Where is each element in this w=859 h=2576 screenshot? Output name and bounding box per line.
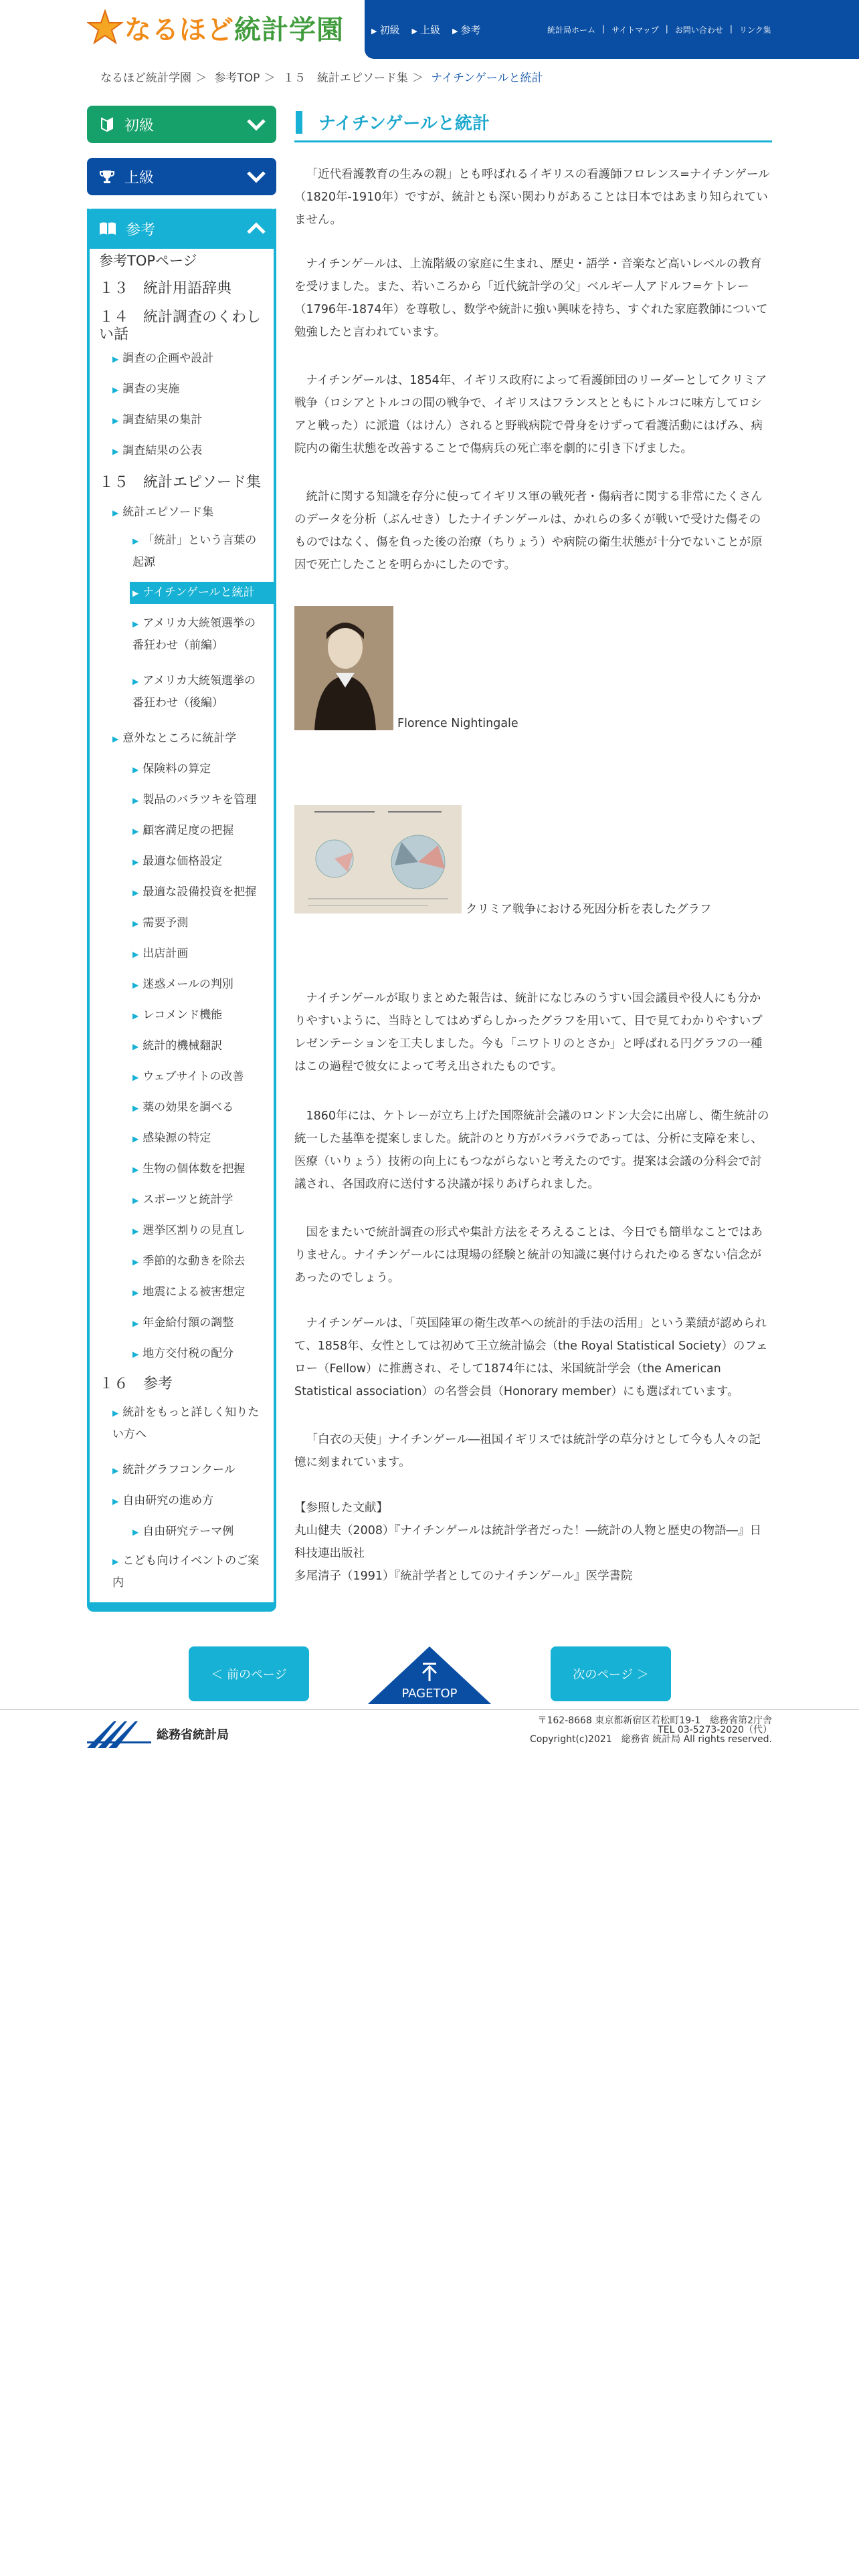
sidebar-item-demand[interactable]: ▶ 需要予測 <box>132 916 189 930</box>
paragraph-congress: 1860年には、ケトレーが立ち上げた国際統計会議のロンドン大会に出席し、衛生統計の統一した基準を提案しました。統計のとり方がバラバラであっては、分析に支障を来し、医療（いりょう）技術の向上にもつながらないと考えたのです。提案は会議の分科会で討議され、各国政府に送付する決議が採りあげられました。 <box>294 1109 769 1191</box>
sidebar-item-translation[interactable]: ▶ 統計的機械翻訳 <box>132 1039 223 1053</box>
nightingale-portrait <box>294 606 393 730</box>
sidebar-item-episode-list[interactable]: ▶ 統計エピソード集 <box>112 506 214 519</box>
chevron-down-icon <box>246 115 267 134</box>
chevron-down-icon <box>246 167 267 186</box>
util-sitemap-link[interactable]: サイトマップ <box>611 25 659 35</box>
book-icon <box>99 221 116 236</box>
paragraph-angel: 「白衣の天使」ナイチンゲール―祖国イギリスでは統計学の草分けとして今も人々の記憶に刻まれています。 <box>294 1433 761 1469</box>
sidebar-item-medicine[interactable]: ▶ 薬の効果を調べる <box>132 1101 234 1114</box>
paragraph-crimea: ナイチンゲールは、1854年、イギリス政府によって看護師団のリーダーとしてクリミア戦争（ロシアとトルコの間の戦争で、イギリスはフランスとともにトルコに味方してロシアと戦った）に派遣（はけん）されると野戦病院で骨身をけずって看護活動にはげみ、病院内の衛生状態を改善することで傷病兵の死亡率を劇的に引き下げました。 <box>294 374 767 455</box>
title-accent-bar <box>296 111 302 134</box>
trophy-icon <box>99 169 115 185</box>
sidebar-item-episodes[interactable]: １５ 統計エピソード集 <box>99 474 262 491</box>
sidebar-item-research-guide[interactable]: ▶ 自由研究の進め方 <box>112 1494 214 1507</box>
sidebar-item-unexpected[interactable]: ▶ 意外なところに統計学 <box>112 732 237 745</box>
paragraph-presentation: ナイチンゲールが取りまとめた報告は、統計になじみのうすい国会議員や役人にも分かりやすいように、当時としてはめずらしかったグラフを用いて、目で見てわかりやすいプレゼンテーションを工夫しました。今も「ニワトリのとさか」と呼ばれる円グラフの一種はこの過程で彼女によって考え出されたものです。 <box>294 992 763 1073</box>
util-contact-link[interactable]: お問い合わせ <box>674 25 723 35</box>
paragraph-analysis: 統計に関する知識を存分に使ってイギリス軍の戦死者・傷病者に関する非常にたくさんのデータを分析（ぶんせき）したナイチンゲールは、かれらの多くが戦いで受けた傷そのものではなく、傷を負った後の治療（ちりょう）や病院の衛生状態が十分でないことが原因で死亡したことを明らかにしたのです。 <box>294 490 763 572</box>
sidebar-item-population[interactable]: ▶ 生物の個体数を把握 <box>132 1162 246 1176</box>
sidebar-item-learn-more[interactable]: ▶ 統計をもっと詳しく知りたい方へ <box>112 1406 260 1441</box>
sidebar-item-recommend[interactable]: ▶ レコメンド機能 <box>132 1008 223 1022</box>
chevron-up-icon <box>246 219 267 238</box>
sidebar-item-website[interactable]: ▶ ウェブサイトの改善 <box>132 1070 244 1083</box>
nav-advanced[interactable]: ▶ 上級 <box>411 24 440 36</box>
svg-text:PAGETOP: PAGETOP <box>401 1687 458 1701</box>
sidebar-item-districts[interactable]: ▶ 選挙区割りの見直し <box>132 1224 246 1237</box>
breadcrumb: なるほど統計学園 ＞ 参考TOP ＞ １５ 統計エピソード集 ＞ ナイチンゲールと統計 <box>100 72 543 85</box>
sidebar-item-earthquake[interactable]: ▶ 地震による被害想定 <box>132 1285 246 1299</box>
sidebar-beginner-button[interactable]: 初級 <box>87 106 276 143</box>
sidebar-item-store-plan[interactable]: ▶ 出店計画 <box>132 947 189 960</box>
breadcrumb-episodes[interactable]: １５ 統計エピソード集 <box>282 72 408 85</box>
sidebar-item-pension[interactable]: ▶ 年金給付額の調整 <box>132 1316 234 1329</box>
sidebar-item-quality[interactable]: ▶ 製品のバラツキを管理 <box>132 793 257 807</box>
breadcrumb-home[interactable]: なるほど統計学園 <box>100 72 191 85</box>
sidebar-item-survey-publish[interactable]: ▶ 調査結果の公表 <box>112 444 203 457</box>
sidebar-item-election-1[interactable]: ▶ アメリカ大統領選挙の番狂わせ（前編） <box>132 617 256 652</box>
sidebar-item-graph-contest[interactable]: ▶ 統計グラフコンクール <box>112 1463 235 1477</box>
breadcrumb-current: ナイチンゲールと統計 <box>431 72 543 85</box>
nav-reference[interactable]: ▶ 参考 <box>452 24 481 36</box>
sidebar-item-seasonal[interactable]: ▶ 季節的な動きを除去 <box>132 1255 246 1268</box>
stat-bureau-logo-icon <box>87 1719 151 1749</box>
sidebar-item-word-origin[interactable]: ▶ 「統計」という言葉の起源 <box>132 534 257 569</box>
footer-divider <box>0 1709 859 1710</box>
sidebar-item-infection[interactable]: ▶ 感染源の特定 <box>132 1132 211 1145</box>
page-title: ナイチンゲールと統計 <box>294 107 772 142</box>
sidebar-item-sports[interactable]: ▶ スポーツと統計学 <box>132 1193 233 1206</box>
paragraph-honors: ナイチンゲールは、「英国陸軍の衛生改革への統計的手法の活用」という業績が認められて、1858年、女性としては初めて王立統計協会（the Royal Statistical Society）のフェロー（Fellow）に推薦され、そして1874年には、米国統計学会（the American Statistical association）の名誉会員（Honorary member）にも選ばれています。 <box>294 1317 768 1398</box>
sidebar-item-tax[interactable]: ▶ 地方交付税の配分 <box>132 1347 234 1360</box>
footer-address: 〒162-8668 東京都新宿区若松町19-1 総務省第2庁舎 TEL 03-5273-2020（代） Copyright(c)2021 総務省 統計局 All rights reserved. <box>530 1715 772 1745</box>
rose-diagram <box>294 805 462 914</box>
sidebar-item-investment[interactable]: ▶ 最適な設備投資を把握 <box>132 885 257 899</box>
sidebar-item-survey-conduct[interactable]: ▶ 調査の実施 <box>112 383 180 396</box>
util-home-link[interactable]: 統計局ホーム <box>547 25 596 35</box>
util-links-link[interactable]: リンク集 <box>739 25 771 35</box>
diagram-caption: クリミア戦争における死因分析を表したグラフ <box>466 903 712 916</box>
site-header <box>0 0 859 60</box>
sidebar-item-reference[interactable]: １６ 参考 <box>99 1376 173 1392</box>
logo-text: なるほど統計学園 <box>124 14 344 45</box>
sidebar-item-survey-plan[interactable]: ▶ 調査の企画や設計 <box>112 352 214 365</box>
portrait-image <box>294 606 393 730</box>
site-logo[interactable] <box>87 5 344 49</box>
level-nav <box>371 23 480 37</box>
paragraph-education: ナイチンゲールは、上流階級の家庭に生まれ、歴史・語学・音楽など高いレベルの教育を受けました。また、若いころから「近代統計学の父」ベルギー人アドルフ=ケトレー（1796年-1874年）を尊敬し、数学や統計に強い興味を持ち、すぐれた家庭教師について勉強したと言われています。 <box>294 257 768 339</box>
sidebar-reference-button[interactable]: 参考 <box>87 209 276 249</box>
reference-2: 多尾清子（1991）『統計学者としてのナイチンゲール』医学書院 <box>294 1570 633 1583</box>
rose-diagram-image <box>294 805 462 914</box>
sidebar-item-spam[interactable]: ▶ 迷惑メールの判別 <box>132 978 233 991</box>
pagetop-button[interactable] <box>368 1646 491 1704</box>
sidebar-panel-bottom <box>87 1602 276 1612</box>
sidebar-item-nightingale[interactable]: ▶ ナイチンゲールと統計 <box>130 582 274 604</box>
sidebar-item-glossary[interactable]: １３ 統計用語辞典 <box>99 280 232 297</box>
sidebar-item-election-2[interactable]: ▶ アメリカ大統領選挙の番狂わせ（後編） <box>132 674 256 710</box>
paragraph-standards: 国をまたいで統計調査の形式や集計方法をそろえることは、今日でも簡単なことではありません。ナイチンゲールには現場の経験と統計の知識に裏付けられたゆるぎない信念があったのでしょう。 <box>294 1226 763 1285</box>
sidebar-item-research-themes[interactable]: ▶ 自由研究テーマ例 <box>132 1525 234 1538</box>
nav-beginner[interactable]: ▶ 初級 <box>371 24 400 36</box>
breadcrumb-reference[interactable]: 参考TOP <box>214 72 260 85</box>
footer-logo[interactable] <box>87 1719 229 1749</box>
star-logo-icon <box>87 9 123 45</box>
sidebar-item-survey-tabulate[interactable]: ▶ 調査結果の集計 <box>112 413 203 427</box>
sidebar-item-kids-events[interactable]: ▶ こども向けイベントのご案内 <box>112 1554 260 1590</box>
footer-org-name: 総務省統計局 <box>157 1728 229 1742</box>
reference-1: 丸山健夫（2008）『ナイチンゲールは統計学者だった！―統計の人物と歴史の物語―』日科技連出版社 <box>294 1524 761 1560</box>
sidebar-item-top[interactable]: 参考TOPページ <box>99 253 197 269</box>
prev-page-button[interactable]: ＜ 前のページ <box>189 1646 309 1701</box>
sidebar-item-satisfaction[interactable]: ▶ 顧客満足度の把握 <box>132 824 234 837</box>
sidebar-item-pricing[interactable]: ▶ 最適な価格設定 <box>132 855 223 868</box>
paragraph-intro: 「近代看護教育の生みの親」とも呼ばれるイギリスの看護師フロレンス=ナイチンゲール（1820年-1910年）ですが、統計とも深い関わりがあることは日本ではあまり知られていません。 <box>294 168 770 227</box>
beginner-mark-icon <box>99 116 115 132</box>
next-page-button[interactable]: 次のページ ＞ <box>551 1646 671 1701</box>
sidebar-item-insurance[interactable]: ▶ 保険料の算定 <box>132 762 211 776</box>
portrait-caption: Florence Nightingale <box>397 717 518 730</box>
references-title: 【参照した文献】 <box>294 1501 388 1515</box>
utility-nav: 統計局ホーム | サイトマップ | お問い合わせ | リンク集 <box>547 24 771 35</box>
sidebar-advanced-button[interactable]: 上級 <box>87 158 276 195</box>
sidebar-item-survey-details[interactable]: １４ 統計調査のくわしい話 <box>99 309 262 343</box>
